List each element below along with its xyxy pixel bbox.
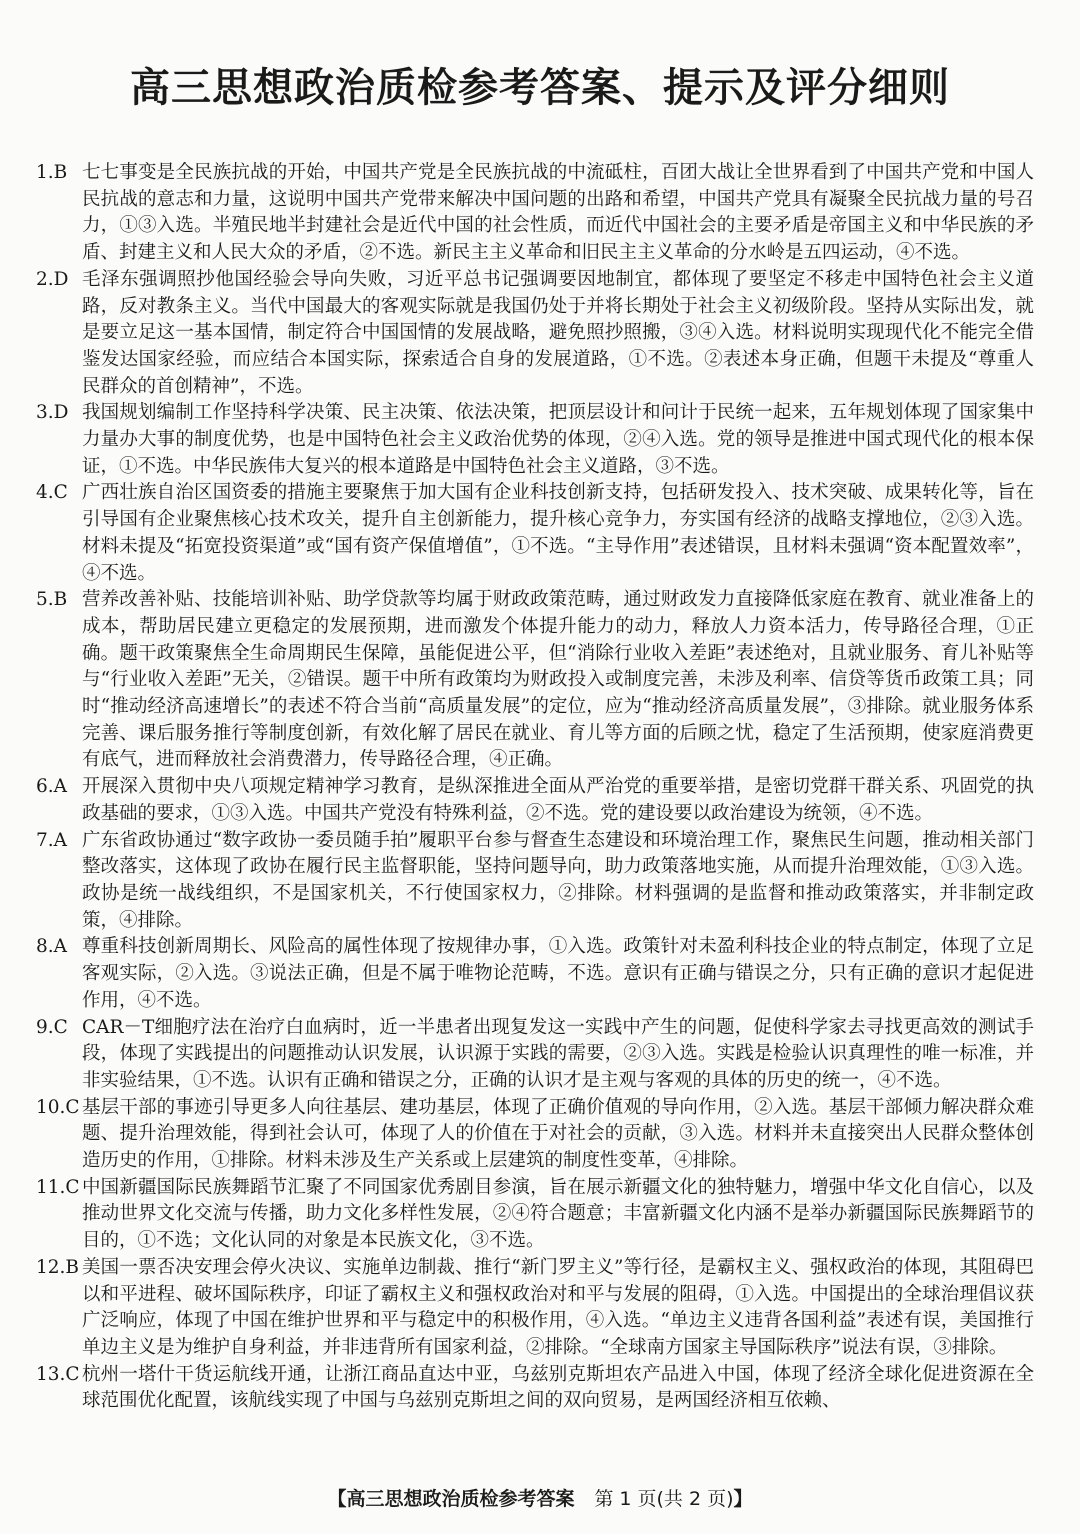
answer-explanation: CAR－T细胞疗法在治疗白血病时，近一半患者出现复发这一实践中产生的问题，促使科学家去寻找更高效的测试手段，体现了实践提出的问题推动认识发展，认识源于实践的需要，②③入选。实践是检验认识真理性的唯一标准，并非实验结果，①不选。认识有正确和错误之分，正确的认识才是主观与客观的具体的历史的统一，④不选。 xyxy=(82,1016,1034,1091)
answer-item xyxy=(36,1095,1034,1175)
answer-item xyxy=(36,934,1034,1014)
answer-explanation: 我国规划编制工作坚持科学决策、民主决策、依法决策，把顶层设计和问计于民统一起来，五年规划体现了国家集中力量办大事的制度优势，也是中国特色社会主义政治优势的体现，②④入选。党的领导是推进中国式现代化的根本保证，①不选。中华民族伟大复兴的根本道路是中国特色社会主义道路，③不选。 xyxy=(82,402,1034,477)
answer-number: 5.B xyxy=(36,589,68,611)
answer-item xyxy=(36,774,1034,827)
answer-number: 13.C xyxy=(36,1363,80,1385)
answer-number: 8.A xyxy=(36,936,68,958)
footer-doc-title: 高三思想政治质检参考答案 xyxy=(346,1488,575,1510)
answer-explanation: 广东省政协通过“数字政协一委员随手拍”履职平台参与督查生态建设和环境治理工作，聚焦民生问题，推动相关部门整改落实，这体现了政协在履行民主监督职能，坚持问题导向，助力政策落地实施，从而提升治理效能，①③入选。政协是统一战线组织，不是国家机关，不行使国家权力，②排除。材料强调的是监督和推动政策落实，并非制定政策，④排除。 xyxy=(82,829,1034,931)
answer-number: 1.B xyxy=(36,162,68,183)
answer-number: 10.C xyxy=(36,1096,80,1118)
page-title: 高三思想政治质检参考答案、提示及评分细则 xyxy=(130,65,950,111)
footer-open-bracket: 【 xyxy=(327,1488,347,1510)
answer-item xyxy=(36,587,1034,774)
answer-item xyxy=(36,160,1034,267)
answer-item xyxy=(36,1362,1034,1415)
answer-number: 3.D xyxy=(36,402,69,424)
answer-explanation: 七七事变是全民族抗战的开始，中国共产党是全民族抗战的中流砥柱，百团大战让全世界看到了中国共产党和中国人民抗战的意志和力量，这说明中国共产党带来解决中国问题的出路和希望，中国共产党具有凝聚全民抗战力量的号召力，①③入选。半殖民地半封建社会是近代中国的社会性质，而近代中国社会的主要矛盾是帝国主义和中华民族的矛盾、封建主义和人民大众的矛盾，②不选。新民主主义革命和旧民主主义革命的分水岭是五四运动，④不选。 xyxy=(82,162,1034,264)
answer-number: 9.C xyxy=(36,1016,68,1038)
footer-page-number: 第 1 页(共 2 页) xyxy=(594,1488,734,1510)
answer-number: 7.A xyxy=(36,829,68,851)
answer-number: 11.C xyxy=(36,1176,80,1198)
answer-explanation: 美国一票否决安理会停火决议、实施单边制裁、推行“新门罗主义”等行径，是霸权主义、强权政治的体现，其阻碍巴以和平进程、破坏国际秩序，印证了霸权主义和强权政治对和平与发展的阻碍，①入选。中国提出的全球治理倡议获广泛响应，体现了中国在维护世界和平与稳定中的积极作用，④入选。“单边主义违背各国利益”表述有误，美国推行单边主义是为维护自身利益，并非违背所有国家利益，②排除。“全球南方国家主导国际秩序”说法有误，③排除。 xyxy=(82,1256,1034,1358)
answer-explanation: 杭州一塔什干货运航线开通，让浙江商品直达中亚，乌兹别克斯坦农产品进入中国，体现了经济全球化促进资源在全球范围优化配置，该航线实现了中国与乌兹别克斯坦之间的双向贸易，是两国经济相互依赖、 xyxy=(82,1363,1034,1412)
footer-close-bracket: 】 xyxy=(733,1488,753,1510)
answer-explanation: 基层干部的事迹引导更多人向往基层、建功基层，体现了正确价值观的导向作用，②入选。基层干部倾力解决群众难题、提升治理效能，得到社会认可，体现了人的价值在于对社会的贡献，③入选。材料并未直接突出人民群众整体创造历史的作用，①排除。材料未涉及生产关系或上层建筑的制度性变革，④排除。 xyxy=(82,1096,1034,1172)
answer-explanation: 广西壮族自治区国资委的措施主要聚焦于加大国有企业科技创新支持，包括研发投入、技术突破、成果转化等，旨在引导国有企业聚焦核心技术攻关，提升自主创新能力，提升核心竞争力，夯实国有经济的战略支撑地位，②③入选。材料未提及“拓宽投资渠道”或“国有资产保值增值”，①不选。“主导作用”表述错误，且材料未强调“资本配置效率”，④不选。 xyxy=(82,482,1034,584)
answer-item xyxy=(36,400,1034,480)
answer-explanation: 营养改善补贴、技能培训补贴、助学贷款等均属于财政政策范畴，通过财政发力直接降低家庭在教育、就业准备上的成本，帮助居民建立更稳定的发展预期，进而激发个体提升能力的动力，释放人力资本活力，传导路径合理，①正确。题干政策聚焦全生命周期民生保障，虽能促进公平，但“消除行业收入差距”表述绝对，且就业服务、育儿补贴等与“行业收入差距”无关，②错误。题干中所有政策均为财政投入或制度完善，未涉及利率、信贷等货币政策工具；同时“推动经济高速增长”的表述不符合当前“高质量发展”的定位，应为“推动经济高质量发展”，③排除。就业服务体系完善、课后服务推行等制度创新，有效化解了居民在就业、育儿等方面的后顾之忧，稳定了生活预期，使家庭消费更有底气，进而释放社会消费潜力，传导路径合理，④正确。 xyxy=(82,589,1034,771)
answer-list xyxy=(36,160,1034,1415)
answer-item xyxy=(36,267,1034,401)
answer-number: 12.B xyxy=(36,1256,80,1278)
answer-number: 6.A xyxy=(36,776,68,798)
answer-number: 2.D xyxy=(36,268,69,290)
answer-item xyxy=(36,1015,1034,1095)
answer-explanation: 开展深入贯彻中央八项规定精神学习教育，是纵深推进全面从严治党的重要举措，是密切党群干群关系、巩固党的执政基础的要求，①③入选。中国共产党没有特殊利益，②不选。党的建设要以政治建设为统领，④不选。 xyxy=(82,776,1034,824)
answer-item xyxy=(36,1255,1034,1362)
answer-explanation: 尊重科技创新周期长、风险高的属性体现了按规律办事，①入选。政策针对未盈利科技企业的特点制定，体现了立足客观实际，②入选。③说法正确，但是不属于唯物论范畴，不选。意识有正确与错误之分，只有正确的意识才起促进作用，④不选。 xyxy=(82,936,1034,1011)
answer-item xyxy=(36,828,1034,935)
answer-number: 4.C xyxy=(36,482,68,504)
page-footer xyxy=(0,1484,1080,1511)
answer-item xyxy=(36,1175,1034,1255)
answer-item xyxy=(36,480,1034,587)
answer-explanation: 中国新疆国际民族舞蹈节汇聚了不同国家优秀剧目参演，旨在展示新疆文化的独特魅力，增强中华文化自信心，以及推动世界文化交流与传播，助力文化多样性发展，②④符合题意；丰富新疆文化内涵不是举办新疆国际民族舞蹈节的目的，①不选；文化认同的对象是本民族文化，③不选。 xyxy=(82,1176,1034,1252)
answer-explanation: 毛泽东强调照抄他国经验会导向失败，习近平总书记强调要因地制宜，都体现了要坚定不移走中国特色社会主义道路，反对教条主义。当代中国最大的客观实际就是我国仍处于并将长期处于社会主义初级阶段。坚持从实际出发，就是要立足这一基本国情，制定符合中国国情的发展战略，避免照抄照搬，③④入选。材料说明实现现代化不能完全借鉴发达国家经验，而应结合本国实际，探索适合自身的发展道路，①不选。②表述本身正确，但题干未提及“尊重人民群众的首创精神”，不选。 xyxy=(82,268,1034,397)
